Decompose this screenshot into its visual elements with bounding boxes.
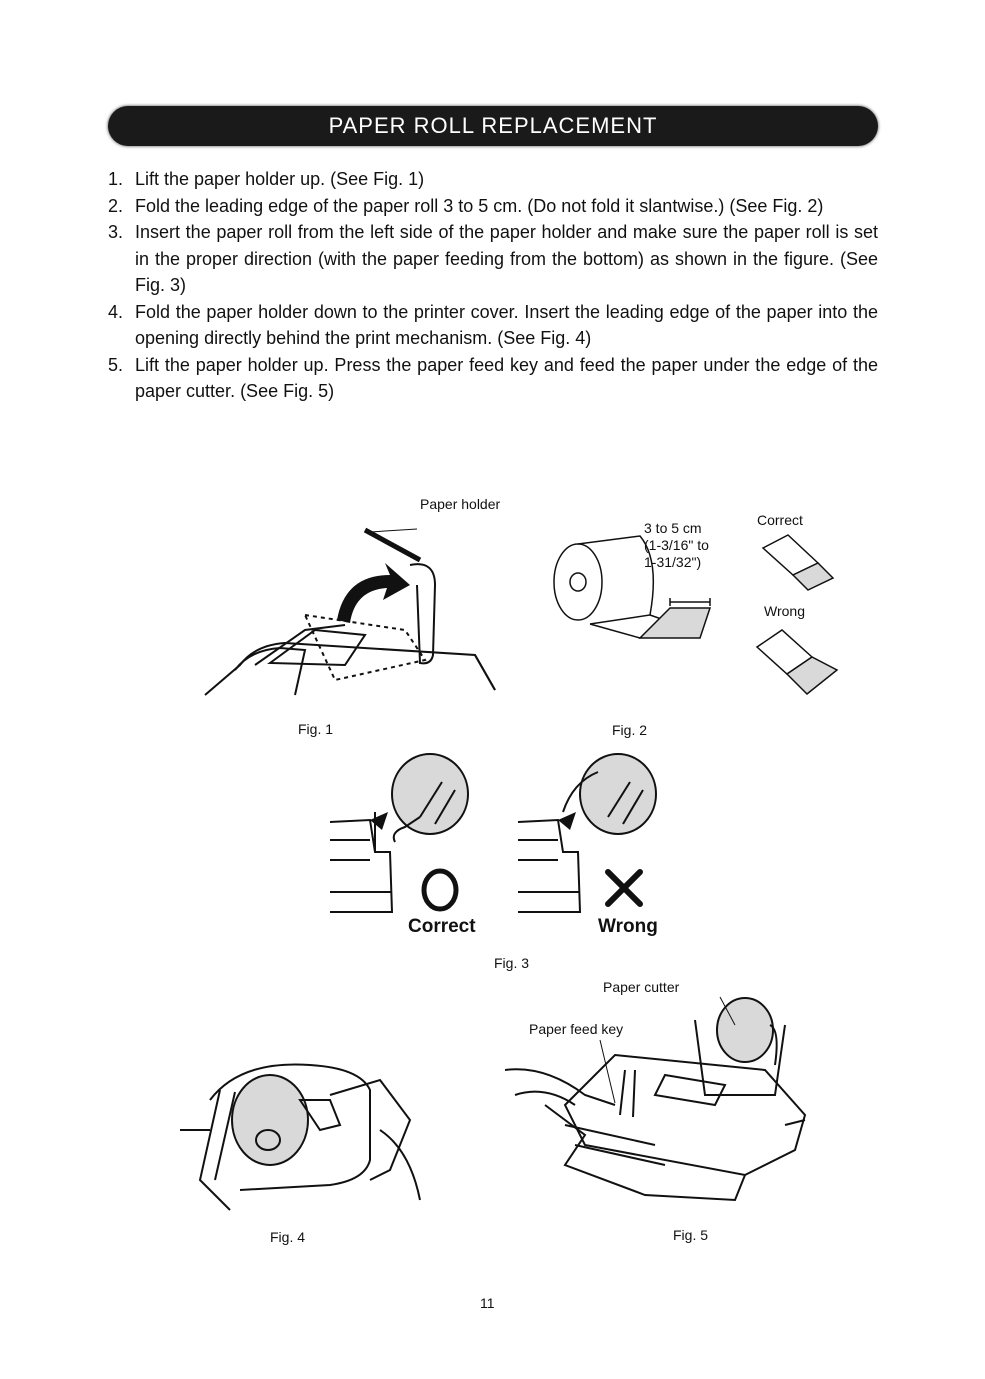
fig2-label: Fig. 2: [612, 722, 648, 738]
fold-correct-label: Correct: [757, 512, 803, 528]
step-number: 3.: [108, 222, 124, 242]
fold-wrong-illustration: [752, 622, 842, 697]
fold-measure-line3: 1-31/32"): [644, 554, 702, 570]
correct-circle-icon: [418, 866, 462, 914]
fig1-label: Fig. 1: [298, 721, 334, 737]
step-text: Insert the paper roll from the left side of the paper holder and make sure the paper roll is set in the proper direction (with the paper feeding from the bottom) as shown in the figure. (See Fig. 3): [135, 222, 878, 295]
section-banner: [108, 106, 878, 146]
fig5-label: Fig. 5: [673, 1227, 709, 1243]
fig4-illustration: [180, 1040, 440, 1220]
paper-holder-callout: Paper holder: [420, 496, 501, 512]
step-text: Lift the paper holder up. (See Fig. 1): [135, 169, 425, 189]
instruction-list: [108, 166, 878, 405]
paper-cutter-callout: Paper cutter: [603, 979, 680, 995]
step-number: 1.: [108, 169, 124, 189]
section-title: PAPER ROLL REPLACEMENT: [328, 113, 658, 138]
fold-measure-line1: 3 to 5 cm: [644, 520, 702, 536]
fig3-label: Fig. 3: [494, 955, 530, 971]
fig1-illustration: [195, 505, 505, 710]
step-number: 2.: [108, 195, 124, 216]
instruction-step: [108, 193, 878, 220]
step-number: 5.: [108, 354, 124, 375]
fig4-label: Fig. 4: [270, 1229, 306, 1245]
fig3-correct-label: Correct: [408, 916, 476, 937]
instruction-step: [108, 299, 878, 352]
step-text: Lift the paper holder up. Press the paper feed key and feed the paper under the edge of the paper cutter. (See Fig. 5): [135, 354, 878, 401]
step-text: Fold the leading edge of the paper roll 3 to 5 cm. (Do not fold it slantwise.) (See Fig. 2): [135, 195, 824, 216]
page-number: 11: [480, 1295, 495, 1311]
fig3-wrong-label: Wrong: [598, 916, 658, 937]
fold-measure-line2: (1-3/16" to: [644, 537, 709, 553]
wrong-cross-icon: [602, 866, 646, 910]
fig5-illustration: [505, 985, 835, 1215]
fold-wrong-label: Wrong: [764, 603, 805, 619]
instruction-step: [108, 166, 878, 193]
step-text: Fold the paper holder down to the printer cover. Insert the leading edge of the paper into the opening directly behind the print mechanism. (See Fig. 4): [135, 301, 878, 348]
instruction-step: [108, 219, 878, 299]
instruction-step: [108, 352, 878, 405]
fold-correct-illustration: [758, 533, 838, 593]
step-number: 4.: [108, 301, 124, 322]
paper-feed-key-callout: Paper feed key: [529, 1021, 624, 1037]
lift-arrow-icon: [337, 563, 410, 623]
